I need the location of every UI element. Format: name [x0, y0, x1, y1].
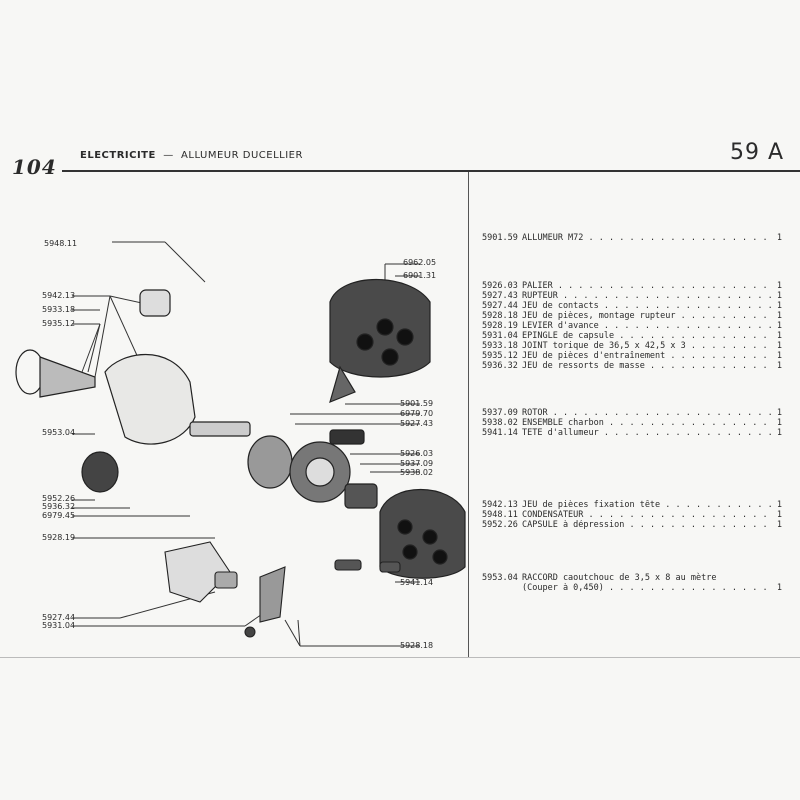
- part-ref: 5926.03: [482, 281, 518, 291]
- parts-row: [482, 341, 782, 351]
- part-qty: 1: [776, 510, 782, 520]
- part-desc: LEVIER d'avance . . .: [522, 321, 774, 331]
- part-ref: 5931.04: [482, 331, 518, 341]
- part-qty: 1: [776, 281, 782, 291]
- part-qty: 1: [776, 418, 782, 428]
- part-qty: 1: [776, 408, 782, 418]
- callout-6901-31: 6901.31: [403, 271, 437, 280]
- part-qty: 1: [776, 500, 782, 510]
- part-desc: PALIER . . .: [522, 281, 774, 291]
- part-desc: ROTOR . . .: [522, 408, 774, 418]
- column-divider: [468, 172, 469, 658]
- parts-row: [482, 500, 782, 510]
- parts-row: [482, 583, 782, 593]
- parts-row: [482, 301, 782, 311]
- callout-5937-09: 5937.09: [400, 459, 434, 468]
- parts-row: [482, 361, 782, 371]
- part-desc: TETE d'allumeur . . .: [522, 428, 774, 438]
- parts-row: [482, 281, 782, 291]
- section-code: 59 A: [730, 140, 785, 165]
- part-ref: 5938.02: [482, 418, 518, 428]
- callout-5933-18: 5933.18: [42, 305, 76, 314]
- callout-5926-03: 5926.03: [400, 449, 434, 458]
- parts-row: [482, 573, 782, 583]
- part-desc: JEU de ressorts de masse . . .: [522, 361, 774, 371]
- parts-row: [482, 321, 782, 331]
- parts-row: [482, 520, 782, 530]
- parts-row: [482, 408, 782, 418]
- part-qty: 1: [776, 291, 782, 301]
- part-desc: ENSEMBLE charbon . . .: [522, 418, 774, 428]
- callout-5952-26: 5952.26: [42, 494, 76, 503]
- parts-row: [482, 428, 782, 438]
- part-ref: 5953.04: [482, 573, 518, 583]
- part-ref: 5933.18: [482, 341, 518, 351]
- part-ref: 5937.09: [482, 408, 518, 418]
- callout-5927-43: 5927.43: [400, 419, 434, 428]
- callout-5928-18: 5928.18: [400, 641, 434, 650]
- part-ref: 5948.11: [482, 510, 518, 520]
- part-ref: 5901.59: [482, 233, 518, 243]
- part-ref: 5941.14: [482, 428, 518, 438]
- part-desc: RACCORD caoutchouc de 3,5 x 8 au mètre: [522, 573, 717, 583]
- part-qty: 1: [776, 233, 782, 243]
- part-qty: 1: [776, 331, 782, 341]
- part-qty: 1: [776, 520, 782, 530]
- part-ref: 5927.43: [482, 291, 518, 301]
- part-desc: CONDENSATEUR . . .: [522, 510, 774, 520]
- callout-5938-02: 5938.02: [400, 468, 434, 477]
- callout-5935-12: 5935.12: [42, 319, 76, 328]
- callout-5941-14: 5941.14: [400, 578, 434, 587]
- part-qty: 1: [776, 301, 782, 311]
- parts-row: [482, 233, 782, 243]
- callout-5927-44: 5927.44: [42, 613, 76, 622]
- part-desc: RUPTEUR . . .: [522, 291, 774, 301]
- title-sub: ALLUMEUR DUCELLIER: [181, 150, 303, 161]
- callout-6979-70: 6979.70: [400, 409, 434, 418]
- part-qty: 1: [776, 583, 782, 593]
- part-desc: JOINT torique de 36,5 x 42,5 x 3 . . .: [522, 341, 774, 351]
- part-ref: 5928.19: [482, 321, 518, 331]
- part-qty: 1: [776, 321, 782, 331]
- part-desc: ALLUMEUR M72 . . .: [522, 233, 774, 243]
- callout-5936-32: 5936.32: [42, 502, 76, 511]
- part-qty: 1: [776, 428, 782, 438]
- part-desc: CAPSULE à dépression . . .: [522, 520, 774, 530]
- callout-5931-04: 5931.04: [42, 621, 76, 630]
- parts-row: [482, 331, 782, 341]
- title-main: ELECTRICITE: [80, 150, 156, 161]
- part-ref: 5928.18: [482, 311, 518, 321]
- parts-row: [482, 510, 782, 520]
- part-desc: EPINGLE de capsule . . .: [522, 331, 774, 341]
- callout-5901-59: 5901.59: [400, 399, 434, 408]
- parts-row: [482, 291, 782, 301]
- part-desc: JEU de pièces, montage rupteur . . .: [522, 311, 774, 321]
- part-desc: JEU de contacts . . .: [522, 301, 774, 311]
- callout-6962-05: 6962.05: [403, 258, 437, 267]
- parts-row: [482, 418, 782, 428]
- parts-row: [482, 311, 782, 321]
- part-ref: 5927.44: [482, 301, 518, 311]
- callout-5928-19: 5928.19: [42, 533, 76, 542]
- part-ref: 5952.26: [482, 520, 518, 530]
- part-desc: JEU de pièces d'entraînement . . .: [522, 351, 774, 361]
- part-ref: [482, 583, 522, 593]
- callout-5948-11: 5948.11: [44, 239, 78, 248]
- part-qty: 1: [776, 351, 782, 361]
- part-ref: 5935.12: [482, 351, 518, 361]
- part-qty: 1: [776, 311, 782, 321]
- callout-6979-45: 6979.45: [42, 511, 76, 520]
- callout-5953-04: 5953.04: [42, 428, 76, 437]
- part-ref: 5942.13: [482, 500, 518, 510]
- part-ref: 5936.32: [482, 361, 518, 371]
- part-desc: JEU de pièces fixation tête . . .: [522, 500, 774, 510]
- callout-5942-13: 5942.13: [42, 291, 76, 300]
- page-title: [80, 150, 303, 161]
- part-desc: (Couper à 0,450) . . .: [522, 583, 774, 593]
- title-separator: —: [163, 150, 174, 161]
- parts-row: [482, 351, 782, 361]
- part-qty: 1: [776, 341, 782, 351]
- part-qty: 1: [776, 361, 782, 371]
- page-number: 104: [12, 155, 57, 179]
